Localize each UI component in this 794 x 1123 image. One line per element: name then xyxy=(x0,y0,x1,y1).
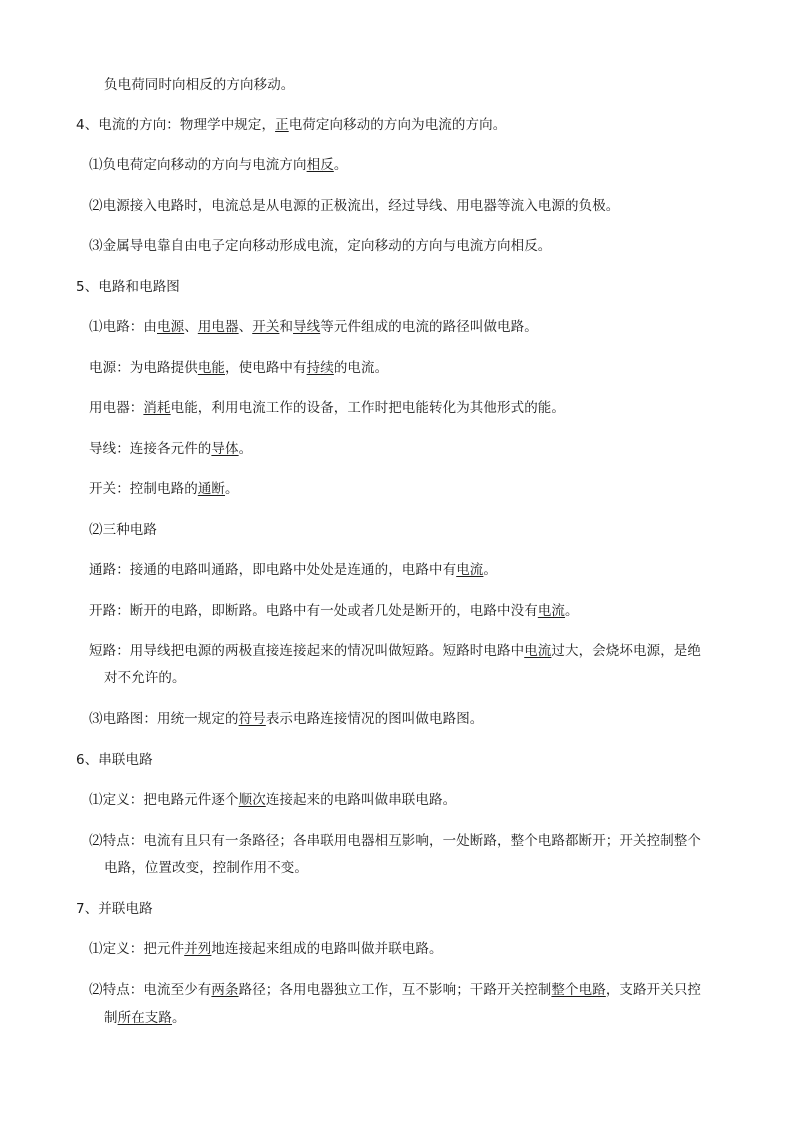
text-segment: 电能，利用电流工作的设备，工作时把电能转化为其他形式的能。 xyxy=(170,400,566,416)
text-line xyxy=(76,115,506,135)
text-segment: 开路：断开的电路，即断路。电路中有一处或者几处是断开的，电路中没有 xyxy=(89,603,538,619)
underlined-term: 电源 xyxy=(157,319,185,335)
text-segment: ⑴负电荷定向移动的方向与电流方向 xyxy=(89,157,307,173)
text-segment: 、 xyxy=(238,319,253,335)
text-segment: 、 xyxy=(184,319,198,335)
text-segment: ⑵特点：电流有且只有一条路径；各串联用电器相互影响，一处断路，整个电路都断开；开关控制整个 xyxy=(89,833,701,849)
underlined-term: 顺次 xyxy=(238,792,266,808)
underlined-term: 通断 xyxy=(197,481,226,497)
underlined-term: 符号 xyxy=(238,711,266,727)
text-line xyxy=(89,439,252,459)
text-line xyxy=(76,750,153,770)
text-segment: 。 xyxy=(565,603,579,619)
text-segment: 5、电路和电路图 xyxy=(76,279,180,295)
text-line xyxy=(89,980,701,1000)
text-segment: ⑵三种电路 xyxy=(89,522,157,538)
text-segment: 地连接起来组成的电路叫做并联电路。 xyxy=(211,941,443,957)
text-line xyxy=(89,155,347,175)
text-line xyxy=(104,858,308,878)
text-line xyxy=(89,831,701,851)
underlined-term: 所在支路 xyxy=(117,1010,173,1026)
text-line xyxy=(104,75,294,95)
text-line xyxy=(89,560,497,580)
text-segment: 通路：接通的电路叫通路，即电路中处处是连通的，电路中有 xyxy=(89,562,457,578)
text-segment: ⑴定义：把元件 xyxy=(89,941,185,957)
text-segment: 。 xyxy=(238,441,253,457)
text-segment: 和 xyxy=(279,319,294,335)
text-segment: 等元件组成的电流的路径叫做电路。 xyxy=(320,319,538,335)
underlined-term: 相反 xyxy=(306,157,334,173)
text-line xyxy=(89,520,157,540)
text-segment: 对不允许的。 xyxy=(104,670,186,686)
text-segment: ⑴定义：把电路元件逐个 xyxy=(89,792,239,808)
text-line xyxy=(89,939,443,959)
underlined-term: 正 xyxy=(275,117,289,133)
text-line xyxy=(89,601,579,621)
text-line xyxy=(89,398,565,418)
text-segment: 。 xyxy=(333,157,348,173)
text-line xyxy=(89,709,483,729)
text-segment: ，使电路中有 xyxy=(225,360,307,376)
underlined-term: 两条 xyxy=(211,982,239,998)
text-segment: 6、串联电路 xyxy=(76,752,153,768)
text-segment: 导线：连接各元件的 xyxy=(89,441,212,457)
text-line xyxy=(104,668,186,688)
text-segment: 电路，位置改变，控制作用不变。 xyxy=(104,860,308,876)
text-line xyxy=(89,641,701,661)
text-segment: 开关：控制电路的 xyxy=(89,481,198,497)
text-segment: 的电流。 xyxy=(333,360,389,376)
underlined-term: 整个电路 xyxy=(551,982,606,998)
text-segment: 表示电路连接情况的图叫做电路图。 xyxy=(265,711,484,727)
underlined-term: 持续 xyxy=(306,360,334,376)
text-line xyxy=(89,790,456,810)
underlined-term: 开关 xyxy=(252,319,280,335)
text-line xyxy=(89,236,551,256)
text-segment: 用电器： xyxy=(89,400,144,416)
underlined-term: 导体 xyxy=(211,441,239,457)
text-segment: ⑶金属导电靠自由电子定向移动形成电流，定向移动的方向与电流方向相反。 xyxy=(89,238,552,254)
text-line xyxy=(89,317,538,337)
text-line xyxy=(89,479,239,499)
text-segment: 路径；各用电器独立工作，互不影响；干路开关控制 xyxy=(238,982,552,998)
text-segment: 制 xyxy=(104,1010,118,1026)
text-segment: ⑴电路：由 xyxy=(89,319,157,335)
text-segment: 。 xyxy=(225,481,239,497)
text-line xyxy=(76,899,153,919)
text-segment: 4、电流的方向：物理学中规定， xyxy=(76,117,276,133)
text-segment: 7、并联电路 xyxy=(76,901,153,917)
text-line xyxy=(104,1008,186,1028)
text-segment: ，支路开关只控 xyxy=(605,982,702,998)
underlined-term: 导线 xyxy=(293,319,321,335)
underlined-term: 用电器 xyxy=(197,319,239,335)
text-line xyxy=(89,358,388,378)
text-segment: 。 xyxy=(172,1010,186,1026)
text-segment: 负电荷同时向相反的方向移动。 xyxy=(104,77,295,93)
text-segment: ⑶电路图：用统一规定的 xyxy=(89,711,239,727)
underlined-term: 电流 xyxy=(456,562,484,578)
underlined-term: 并列 xyxy=(184,941,212,957)
underlined-term: 电能 xyxy=(197,360,226,376)
text-segment: 过大，会烧坏电源，是绝 xyxy=(551,643,702,659)
underlined-term: 电流 xyxy=(524,643,552,659)
text-segment: 电荷定向移动的方向为电流的方向。 xyxy=(288,117,507,133)
text-segment: 电源：为电路提供 xyxy=(89,360,198,376)
text-segment: ⑵特点：电流至少有 xyxy=(89,982,212,998)
text-line xyxy=(76,277,180,297)
text-segment: 短路：用导线把电源的两极直接连接起来的情况叫做短路。短路时电路中 xyxy=(89,643,525,659)
text-segment: 。 xyxy=(483,562,498,578)
underlined-term: 消耗 xyxy=(143,400,171,416)
underlined-term: 电流 xyxy=(537,603,566,619)
text-segment: ⑵电源接入电路时，电流总是从电源的正极流出，经过导线、用电器等流入电源的负极。 xyxy=(89,198,620,214)
text-segment: 连接起来的电路叫做串联电路。 xyxy=(265,792,457,808)
text-line xyxy=(89,196,619,216)
